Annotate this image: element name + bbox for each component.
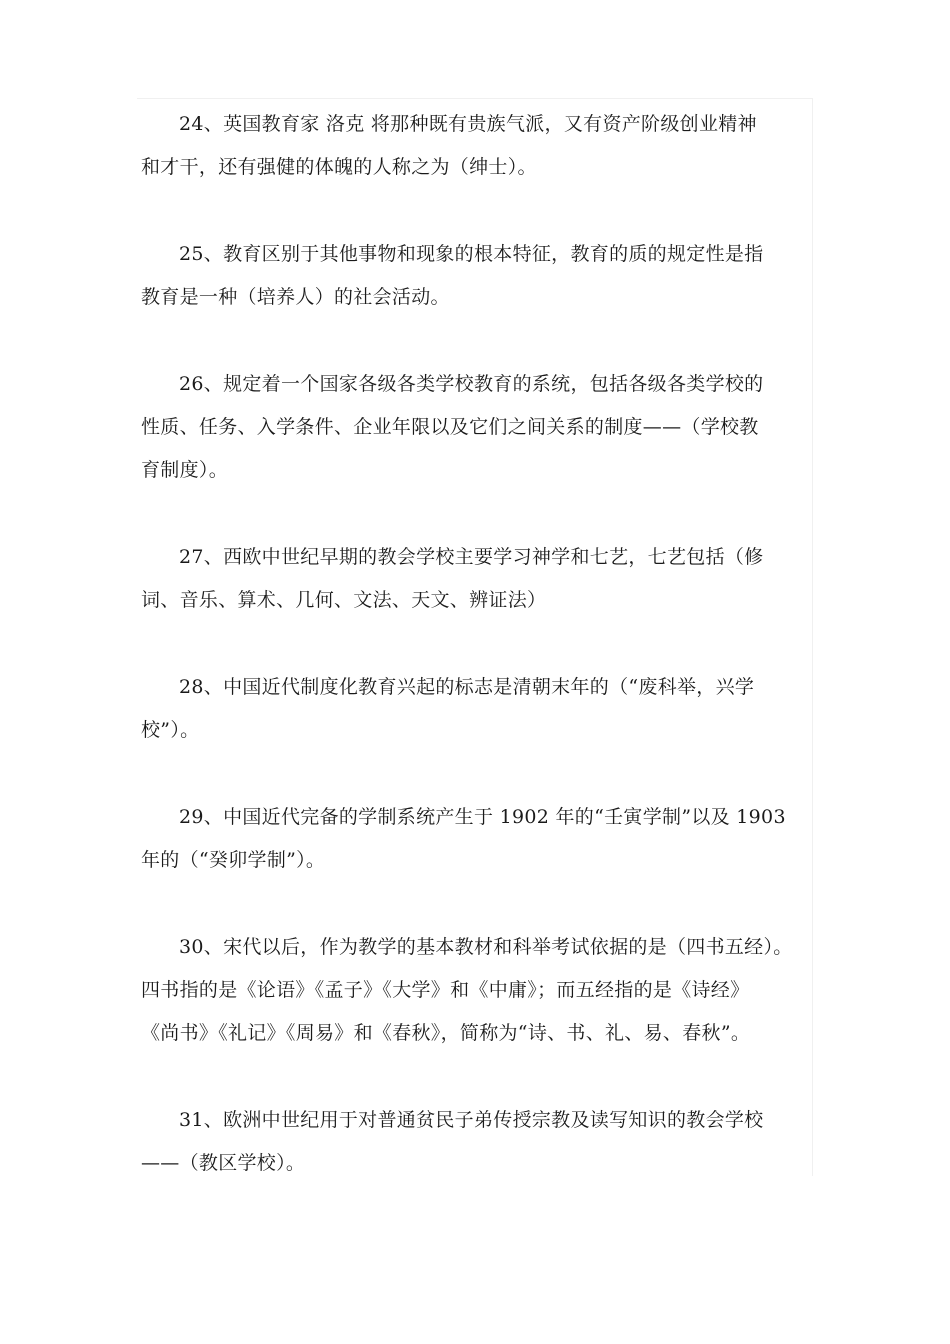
item-line: ——（教区学校）。: [141, 1152, 306, 1174]
question-item-27: [141, 536, 831, 622]
item-line: 校”）。: [141, 719, 200, 741]
question-item-31: [141, 1099, 831, 1185]
item-line: 年的（“癸卯学制”）。: [141, 849, 326, 871]
item-line: 28、中国近代制度化教育兴起的标志是清朝末年的（“废科举，兴学: [179, 676, 755, 698]
item-line: 31、欧洲中世纪用于对普通贫民子弟传授宗教及读写知识的教会学校: [179, 1109, 764, 1131]
item-line: 《尚书》《礼记》《周易》和《春秋》，简称为“诗、书、礼、易、春秋”。: [141, 1022, 751, 1044]
question-item-30: [141, 926, 831, 1055]
question-item-29: [141, 796, 831, 882]
item-line: 30、宋代以后，作为教学的基本教材和科举考试依据的是（四书五经）。: [179, 936, 793, 958]
item-line: 性质、任务、入学条件、企业年限以及它们之间关系的制度——（学校教: [141, 416, 759, 438]
item-line: 四书指的是《论语》《孟子》《大学》和《中庸》；而五经指的是《诗经》: [141, 979, 750, 1001]
question-item-28: [141, 666, 831, 752]
item-line: 育制度）。: [141, 459, 229, 481]
question-item-24: [141, 103, 831, 189]
item-line: 词、音乐、算术、几何、文法、天文、辨证法）: [141, 589, 547, 611]
item-line: 25、教育区别于其他事物和现象的根本特征，教育的质的规定性是指: [179, 243, 764, 265]
item-line: 29、中国近代完备的学制系统产生于 1902 年的“壬寅学制”以及 1903: [179, 806, 786, 828]
question-item-25: [141, 233, 831, 319]
item-line: 教育是一种（培养人）的社会活动。: [141, 286, 450, 308]
question-item-26: [141, 363, 831, 492]
item-line: 27、西欧中世纪早期的教会学校主要学习神学和七艺，七艺包括（修: [179, 546, 764, 568]
document-body: [141, 103, 831, 1229]
content-frame-top-border: [137, 98, 813, 99]
item-line: 和才干，还有强健的体魄的人称之为（绅士）。: [141, 156, 537, 178]
item-line: 26、规定着一个国家各级各类学校教育的系统，包括各级各类学校的: [179, 373, 764, 395]
item-line: 24、英国教育家 洛克 将那种既有贵族气派，又有资产阶级创业精神: [179, 113, 757, 135]
